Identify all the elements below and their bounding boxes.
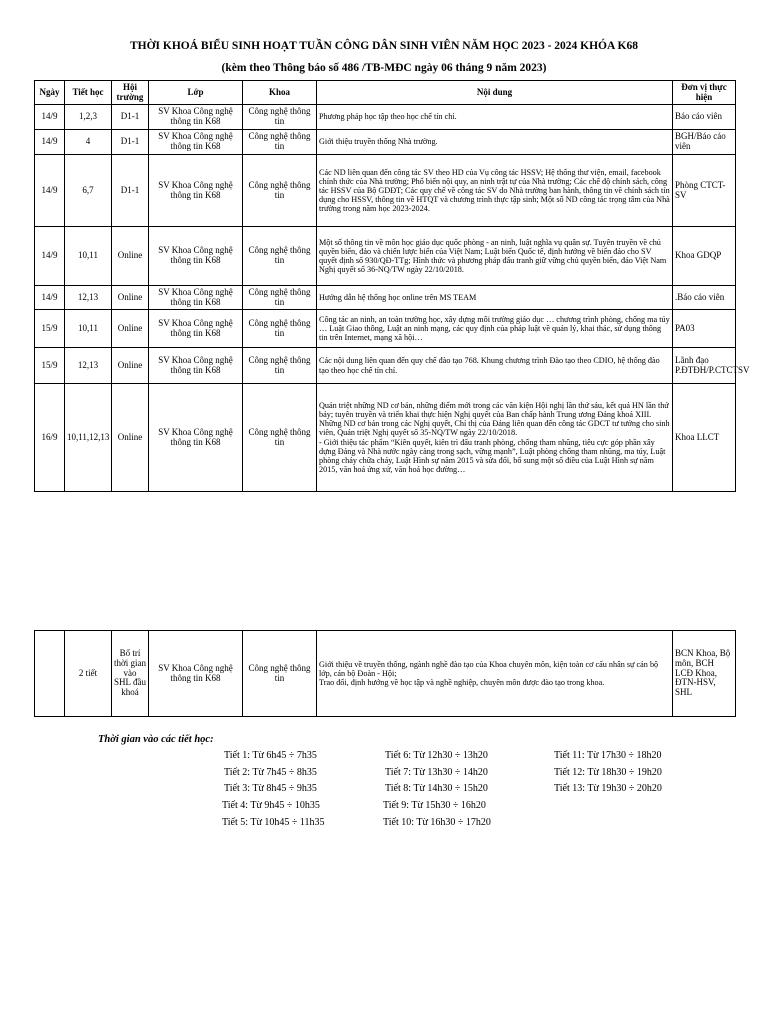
cell-tiet: 12,13 <box>65 286 112 310</box>
cell-hoi-truong: D1-1 <box>112 130 149 155</box>
cell-noi-dung: Quán triệt những ND cơ bản, những điểm mới trong các văn kiện Hội nghị lần thứ sáu, kết quả HN lần thứ bảy; tuyên truyền và triển khai thực hiện Nghị quyết của Ban chấp hành Trung ương Đảng khoá XIII. Những ND cơ bản trong các Nghị quyết, Chỉ thị của Đảng liên quan đến công tác GDCT tư tưởng cho sinh viên, Quán triệt Nghị quyết số 35-NQ/TW ngày 22/10/2018. - Giới thiệu tác phẩm “Kiên quyết, kiên trì đấu tranh phòng, chống tham nhũng, tiêu cực góp phần xây dựng Đảng và Nhà nước ngày càng trong sạch, vững mạnh”, Luật phòng chống tham nhũng, ma túy, Luật phòng cháy chữa cháy, Luật Hình sự năm 2015 và sửa đổi, bổ sung một số điều của Luật Hình sự năm 2015, văn hoá ứng xử, văn hoá học đường… <box>317 384 673 492</box>
cell-khoa: Công nghệ thông tin <box>243 348 317 384</box>
cell-don-vi: Khoa LLCT <box>673 384 736 492</box>
table-row <box>35 286 736 310</box>
period-slot: Tiết 9: Từ 15h30 ÷ 16h20 <box>383 800 486 811</box>
cell-lop: SV Khoa Công nghệ thông tin K68 <box>149 155 243 227</box>
cell-khoa: Công nghệ thông tin <box>243 155 317 227</box>
schedule-table <box>34 80 750 492</box>
cell-lop: SV Khoa Công nghệ thông tin K68 <box>149 105 243 130</box>
cell-ngay: 15/9 <box>35 348 65 384</box>
cell-ngay: 14/9 <box>35 105 65 130</box>
document-subtitle: (kèm theo Thông báo số 486 /TB-MĐC ngày 06 tháng 9 năm 2023) <box>221 62 547 74</box>
cell-lop: SV Khoa Công nghệ thông tin K68 <box>149 130 243 155</box>
period-slot: Tiết 3: Từ 8h45 ÷ 9h35 <box>224 783 317 794</box>
cell-noi-dung: Công tác an ninh, an toàn trường học, xây dựng môi trường giáo dục … chương trình phòng, chống ma túy … Luật Giao thông, Luật an ninh mạng, các quy định của pháp luật về quản lý, khai thác, sử dụng thông tin trên Internet, mạng xã hội… <box>317 310 673 348</box>
cell-don-vi: Phòng CTCT-SV <box>673 155 736 227</box>
cell-hoi-truong: Online <box>112 310 149 348</box>
header-hoi-truong: Hội trường <box>112 81 149 105</box>
cell-don-vi: Khoa GDQP <box>673 227 736 286</box>
cell-khoa: Công nghệ thông tin <box>243 130 317 155</box>
period-slot: Tiết 11: Từ 17h30 ÷ 18h20 <box>554 750 662 761</box>
period-slot: Tiết 1: Từ 6h45 ÷ 7h35 <box>224 750 317 761</box>
cell-noi-dung: Một số thông tin về môn học giáo dục quốc phòng - an ninh, luật nghĩa vụ quân sự. Tuyên truyền về chủ quyền biển, đảo và chiến lược biển của Việt Nam; Luật biển Quốc tế, định hướng về biển đảo cho SV quyết định số 930/QĐ-TTg; Hình thức và phương pháp đấu tranh giữ vững chủ quyền biển, đảo Việt Nam Nghị quyết số 36-NQ/TW ngày 22/10/2018. <box>317 227 673 286</box>
table-row <box>35 348 736 384</box>
cell-ngay: 15/9 <box>35 310 65 348</box>
cell-lop: SV Khoa Công nghệ thông tin K68 <box>149 348 243 384</box>
cell-tiet: 6,7 <box>65 155 112 227</box>
cell-khoa: Công nghệ thông tin <box>243 631 317 717</box>
cell-ngay <box>35 631 65 717</box>
cell-khoa: Công nghệ thông tin <box>243 310 317 348</box>
table-row <box>35 227 736 286</box>
cell-hoi-truong: D1-1 <box>112 155 149 227</box>
cell-khoa: Công nghệ thông tin <box>243 286 317 310</box>
cell-tiet: 10,11,12,13 <box>65 384 112 492</box>
period-slot: Tiết 4: Từ 9h45 ÷ 10h35 <box>222 800 320 811</box>
cell-hoi-truong: Online <box>112 227 149 286</box>
table-row <box>35 105 736 130</box>
period-times-title: Thời gian vào các tiết học: <box>98 734 214 745</box>
cell-lop: SV Khoa Công nghệ thông tin K68 <box>149 631 243 717</box>
period-slot: Tiết 5: Từ 10h45 ÷ 11h35 <box>222 817 325 828</box>
cell-don-vi: BGH/Báo cáo viên <box>673 130 736 155</box>
cell-noi-dung: Các ND liên quan đến công tác SV theo HD của Vụ công tác HSSV; Hệ thống thư viện, email, facebook chính thức của Nhà trường; Phổ biến nội quy, an ninh trật tự của Nhà trường; Các chế độ chính sách, công tác HSSV của Bộ GDĐT; Các quy chế về công tác SV do Nhà trường ban hành, thông tin về chính sách tín dụng cho HSSV, thông tin về HTQT và chương trình thực tập sinh; Một số ND công tác trọng tâm của Nhà trường trong năm học 2023-2024. <box>317 155 673 227</box>
header-lop: Lớp <box>149 81 243 105</box>
cell-hoi-truong: Online <box>112 286 149 310</box>
cell-noi-dung: Hướng dẫn hệ thống học online trên MS TEAM <box>317 286 673 310</box>
cell-hoi-truong: Online <box>112 384 149 492</box>
cell-don-vi: Báo cáo viên <box>673 105 736 130</box>
period-slot: Tiết 13: Từ 19h30 ÷ 20h20 <box>554 783 662 794</box>
table-row <box>35 155 736 227</box>
cell-lop: SV Khoa Công nghệ thông tin K68 <box>149 286 243 310</box>
period-slot: Tiết 10: Từ 16h30 ÷ 17h20 <box>383 817 491 828</box>
cell-khoa: Công nghệ thông tin <box>243 384 317 492</box>
header-tiet-hoc: Tiết học <box>65 81 112 105</box>
cell-ngay: 16/9 <box>35 384 65 492</box>
cell-don-vi: Lãnh đạo P.ĐTĐH/P.CTCTSV <box>673 348 736 384</box>
cell-tiet: 2 tiết <box>65 631 112 717</box>
cell-khoa: Công nghệ thông tin <box>243 227 317 286</box>
cell-tiet: 4 <box>65 130 112 155</box>
cell-tiet: 12,13 <box>65 348 112 384</box>
header-khoa: Khoa <box>243 81 317 105</box>
document-title: THỜI KHOÁ BIỂU SINH HOẠT TUẦN CÔNG DÂN SINH VIÊN NĂM HỌC 2023 - 2024 KHÓA K68 <box>130 40 638 52</box>
cell-hoi-truong: Online <box>112 348 149 384</box>
period-slot: Tiết 2: Từ 7h45 ÷ 8h35 <box>224 767 317 778</box>
cell-noi-dung: Phương pháp học tập theo học chế tín chỉ. <box>317 105 673 130</box>
cell-lop: SV Khoa Công nghệ thông tin K68 <box>149 227 243 286</box>
period-slot: Tiết 7: Từ 13h30 ÷ 14h20 <box>385 767 488 778</box>
cell-tiet: 10,11 <box>65 310 112 348</box>
cell-lop: SV Khoa Công nghệ thông tin K68 <box>149 310 243 348</box>
cell-tiet: 1,2,3 <box>65 105 112 130</box>
cell-ngay: 14/9 <box>35 286 65 310</box>
cell-noi-dung: Giới thiệu truyền thống Nhà trường. <box>317 130 673 155</box>
header-don-vi: Đơn vị thực hiện <box>673 81 736 105</box>
period-slot: Tiết 6: Từ 12h30 ÷ 13h20 <box>385 750 488 761</box>
cell-khoa: Công nghệ thông tin <box>243 105 317 130</box>
table-row <box>35 631 736 717</box>
period-slot: Tiết 8: Từ 14h30 ÷ 15h20 <box>385 783 488 794</box>
cell-hoi-truong: Bố trí thời gian vào SHL đầu khoá <box>112 631 149 717</box>
cell-don-vi: PA03 <box>673 310 736 348</box>
cell-noi-dung: Giới thiệu về truyền thống, ngành nghề đào tạo của Khoa chuyên môn, kiện toàn cơ cấu nhân sự cán bộ lớp, cán bộ Đoàn - Hội; Trao đổi, định hướng về học tập và nghề nghiệp, chuyên môn được đào tạo trong khoa. <box>317 631 673 717</box>
table-row <box>35 384 736 492</box>
table-row <box>35 310 736 348</box>
cell-ngay: 14/9 <box>35 227 65 286</box>
table-header-row <box>35 81 736 105</box>
header-noi-dung: Nội dung <box>317 81 673 105</box>
cell-hoi-truong: D1-1 <box>112 105 149 130</box>
cell-noi-dung: Các nội dung liên quan đến quy chế đào tạo 768. Khung chương trình Đào tạo theo CDIO, hệ thống đào tạo theo học chế tín chỉ. <box>317 348 673 384</box>
cell-don-vi: BCN Khoa, Bộ môn, BCH LCĐ Khoa, ĐTN-HSV, SHL <box>673 631 736 717</box>
faculty-session-table <box>34 630 736 717</box>
cell-ngay: 14/9 <box>35 130 65 155</box>
header-ngay: Ngày <box>35 81 65 105</box>
period-slot: Tiết 12: Từ 18h30 ÷ 19h20 <box>554 767 662 778</box>
cell-tiet: 10,11 <box>65 227 112 286</box>
cell-don-vi: .Báo cáo viên <box>673 286 736 310</box>
cell-ngay: 14/9 <box>35 155 65 227</box>
table-row <box>35 130 736 155</box>
cell-lop: SV Khoa Công nghệ thông tin K68 <box>149 384 243 492</box>
